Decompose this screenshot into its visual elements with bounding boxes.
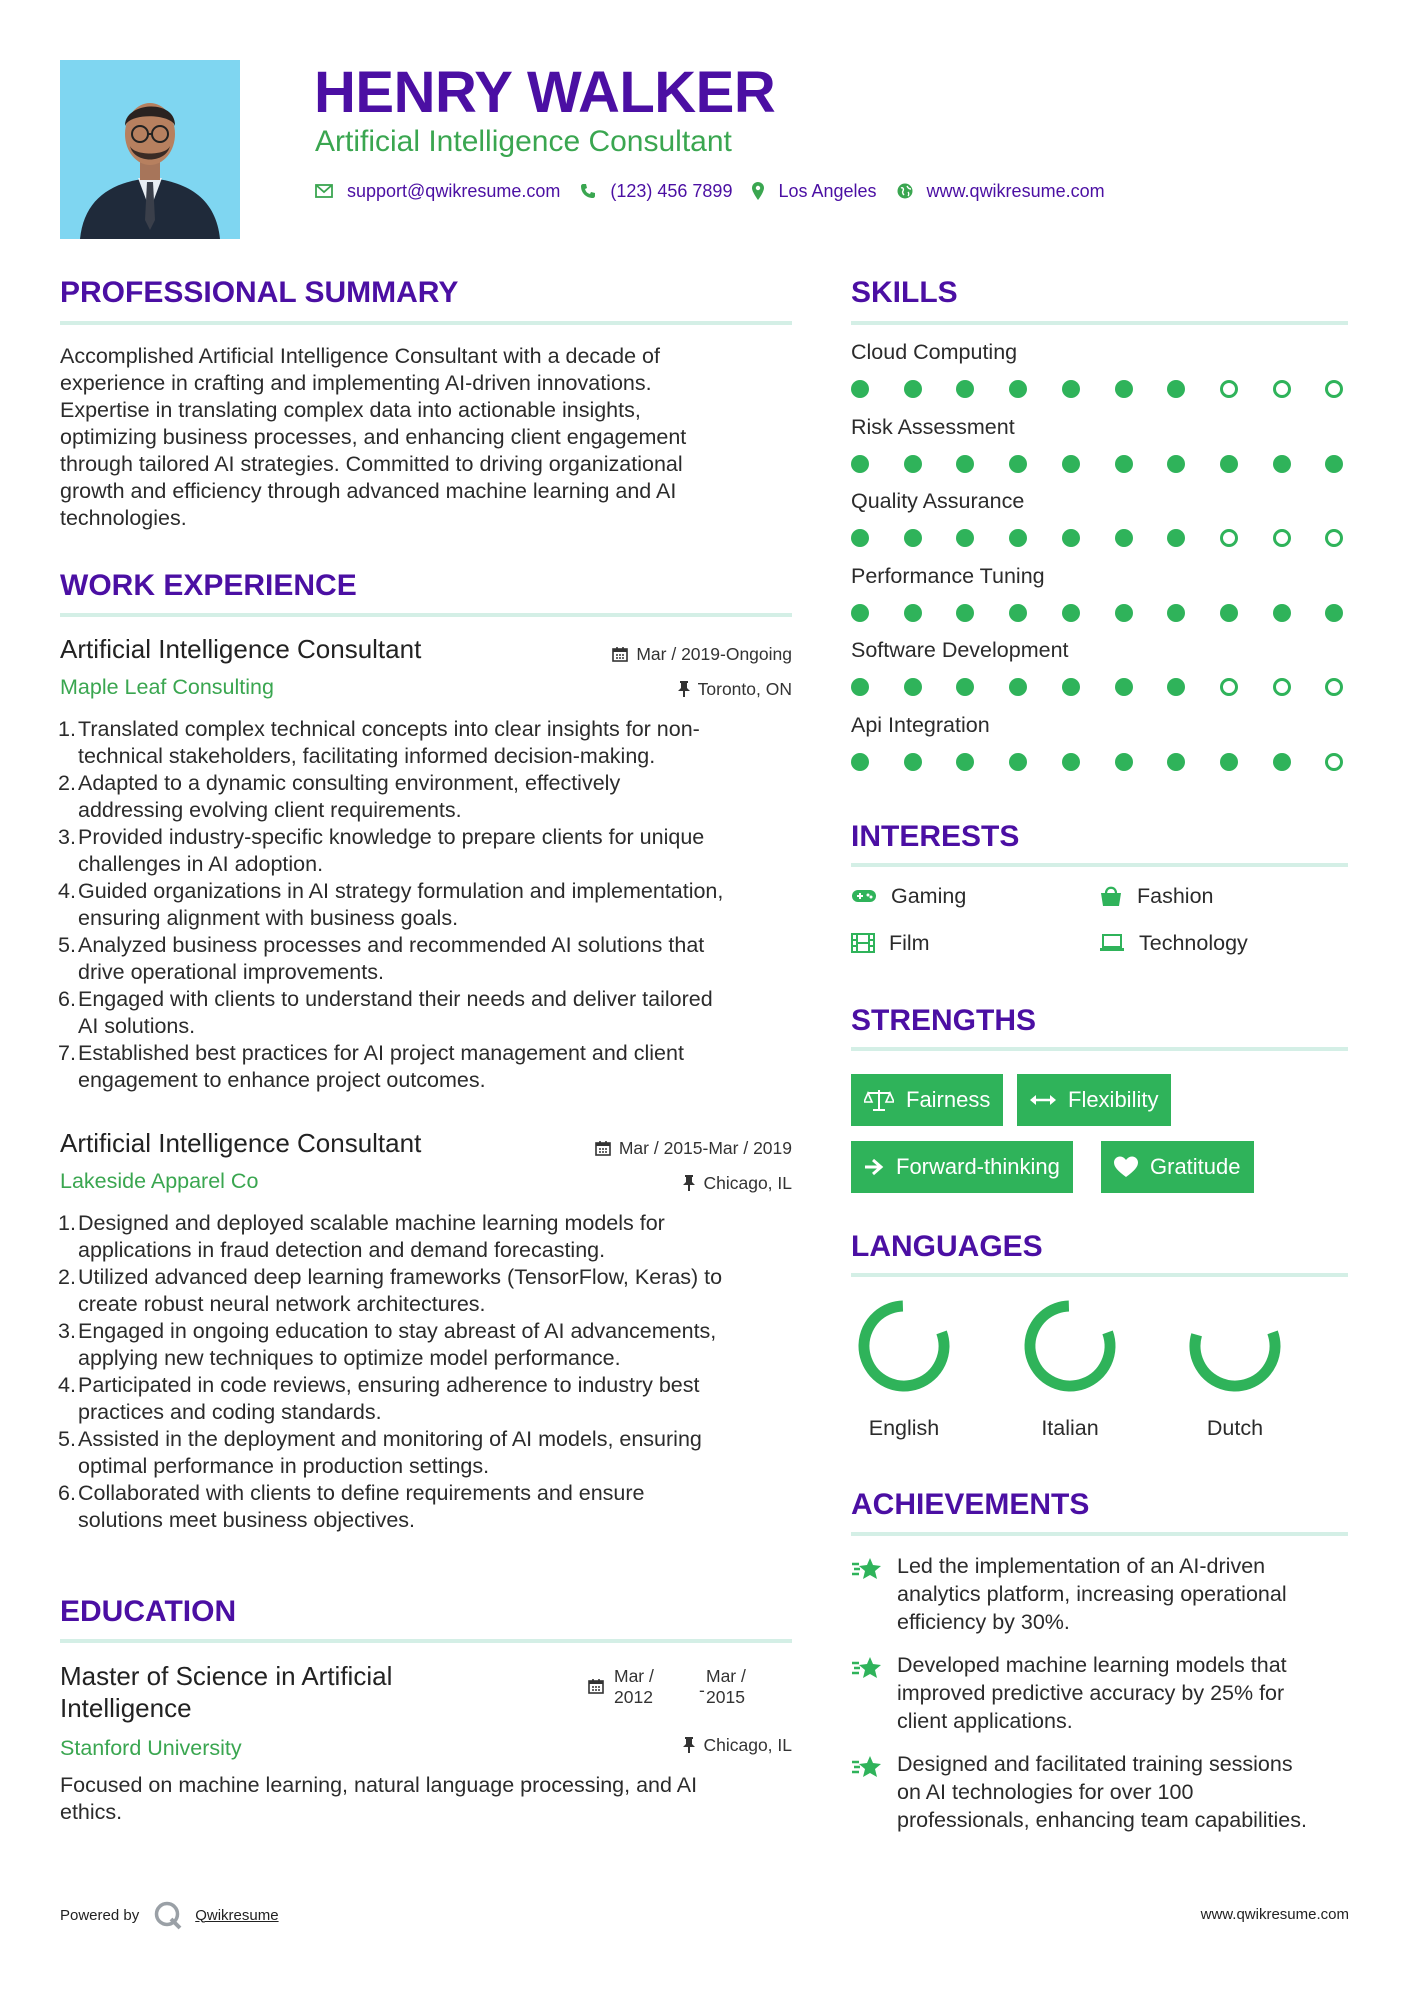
- company-name: Maple Leaf Consulting: [60, 675, 274, 699]
- rating-dot-filled: [1115, 455, 1133, 473]
- award-star-icon: [851, 1556, 883, 1584]
- company-name: Lakeside Apparel Co: [60, 1169, 259, 1193]
- rating-dot-filled: [851, 753, 869, 771]
- rating-dot-filled: [904, 604, 922, 622]
- skills-divider: [851, 321, 1348, 325]
- strengths-divider: [851, 1047, 1348, 1051]
- skill-rating: [851, 455, 1351, 475]
- job-date: Mar / 2015-Mar / 2019: [500, 1137, 792, 1159]
- language-name: Dutch: [1206, 1416, 1264, 1440]
- interests-divider: [851, 863, 1348, 867]
- list-item: Established best practices for AI project management and client engagement to enhance project outcomes.: [78, 1041, 684, 1092]
- list-item: Participated in code reviews, ensuring adherence to industry best practices and coding standards.: [78, 1373, 700, 1424]
- calendar-icon: [612, 646, 628, 662]
- job-location: Chicago, IL: [500, 1172, 792, 1194]
- rating-dot-filled: [1273, 753, 1291, 771]
- rating-dot-filled: [1167, 678, 1185, 696]
- rating-dot-filled: [1062, 678, 1080, 696]
- rating-dot-empty: [1325, 529, 1343, 547]
- footer-site[interactable]: www.qwikresume.com: [1200, 1906, 1349, 1923]
- strength-badge: Forward-thinking: [851, 1141, 1073, 1193]
- education-heading: EDUCATION: [60, 1595, 237, 1628]
- pushpin-icon: [678, 681, 690, 697]
- achievements-divider: [851, 1532, 1348, 1536]
- skills-heading: SKILLS: [851, 276, 958, 309]
- shopping-bag-icon: [1099, 885, 1123, 907]
- job-responsibilities: [60, 1210, 800, 1534]
- achievement-item: Designed and facilitated training sessions on AI technologies for over 100 professionals, enhancing team capabilities.: [851, 1750, 1307, 1834]
- achievements-heading: ACHIEVEMENTS: [851, 1488, 1090, 1521]
- rating-dot-filled: [1009, 678, 1027, 696]
- contact-phone[interactable]: [580, 181, 732, 202]
- summary-heading: PROFESSIONAL SUMMARY: [60, 276, 459, 309]
- language-proficiency-ring: [1188, 1299, 1282, 1393]
- rating-dot-filled: [1115, 678, 1133, 696]
- skill-rating: [851, 753, 1351, 773]
- rating-dot-filled: [1115, 604, 1133, 622]
- education-end: Mar / 2015: [706, 1666, 746, 1707]
- rating-dot-filled: [1009, 753, 1027, 771]
- list-item: Adapted to a dynamic consulting environment, effectively addressing evolving client requirements.: [78, 771, 621, 822]
- rating-dot-filled: [851, 380, 869, 398]
- candidate-title: Artificial Intelligence Consultant: [315, 125, 732, 158]
- arrow-right-icon: [864, 1158, 884, 1176]
- list-item: Engaged with clients to understand their needs and deliver tailored AI solutions.: [78, 987, 713, 1038]
- skill-rating: [851, 604, 1351, 624]
- arrows-horizontal-icon: [1030, 1093, 1056, 1107]
- school-name: Stanford University: [60, 1736, 242, 1760]
- rating-dot-filled: [956, 604, 974, 622]
- location-text: Los Angeles: [778, 180, 877, 201]
- qwikresume-link[interactable]: Qwikresume: [195, 1906, 279, 1924]
- envelope-icon: [315, 184, 333, 198]
- rating-dot-empty: [1220, 529, 1238, 547]
- rating-dot-filled: [851, 529, 869, 547]
- summary-text: Accomplished Artificial Intelligence Consultant with a decade of experience in crafting and implementing AI-driven innovations. Expertise in translating complex data into actionable insights, optimizing business processes, and enhancing client engagement through tailored AI strategies. Committed to driving organizational growth and efficiency through advanced machine learning and AI technologies.: [60, 344, 687, 530]
- interests-heading: INTERESTS: [851, 820, 1020, 853]
- rating-dot-filled: [1062, 455, 1080, 473]
- rating-dot-filled: [1167, 604, 1185, 622]
- phone-icon: [580, 183, 596, 199]
- rating-dot-filled: [1220, 455, 1238, 473]
- map-pin-icon: [752, 182, 764, 200]
- balance-scale-icon: [864, 1088, 894, 1112]
- rating-dot-filled: [1115, 529, 1133, 547]
- profile-photo: [60, 60, 240, 239]
- achievement-item: Led the implementation of an AI-driven analytics platform, increasing operational efficiency by 30%.: [851, 1552, 1287, 1636]
- qwikresume-logo-icon: [153, 1900, 183, 1930]
- rating-dot-filled: [1062, 604, 1080, 622]
- list-item: Assisted in the deployment and monitoring of AI models, ensuring optimal performance in production settings.: [78, 1427, 702, 1478]
- rating-dot-filled: [1009, 604, 1027, 622]
- rating-dot-filled: [904, 529, 922, 547]
- skill-name: Cloud Computing: [851, 340, 1018, 364]
- rating-dot-filled: [1273, 604, 1291, 622]
- language-name: English: [868, 1416, 940, 1440]
- interest-fashion: Fashion: [1099, 882, 1214, 910]
- footer-powered-by: Powered by Qwikresume: [60, 1900, 279, 1930]
- language-name: Italian: [1041, 1416, 1099, 1440]
- rating-dot-filled: [956, 753, 974, 771]
- interest-gaming: Gaming: [851, 882, 966, 910]
- gamepad-icon: [851, 888, 877, 904]
- award-star-icon: [851, 1754, 883, 1782]
- pushpin-icon: [683, 1175, 695, 1191]
- rating-dot-filled: [1325, 604, 1343, 622]
- list-item: Designed and deployed scalable machine learning models for applications in fraud detection and demand forecasting.: [78, 1211, 665, 1262]
- education-location: Chicago, IL: [500, 1734, 792, 1756]
- date-separator: -: [699, 1680, 705, 1700]
- contact-bar: [315, 179, 1125, 203]
- job-responsibilities: [60, 716, 800, 1094]
- list-item: Engaged in ongoing education to stay abreast of AI advancements, applying new techniques to optimize model performance.: [78, 1319, 717, 1370]
- rating-dot-empty: [1220, 678, 1238, 696]
- skill-name: Quality Assurance: [851, 489, 1025, 513]
- skill-rating: [851, 380, 1351, 400]
- calendar-icon: [588, 1678, 604, 1694]
- language-proficiency-ring: [1023, 1299, 1117, 1393]
- list-item: Analyzed business processes and recommended AI solutions that drive operational improvements.: [78, 933, 705, 984]
- list-item: Collaborated with clients to define requirements and ensure solutions meet business objectives.: [78, 1481, 645, 1532]
- rating-dot-filled: [1167, 455, 1185, 473]
- degree-title: Master of Science in Artificial Intelligence: [60, 1661, 393, 1723]
- rating-dot-filled: [851, 455, 869, 473]
- education-description: Focused on machine learning, natural language processing, and AI ethics.: [60, 1773, 698, 1824]
- rating-dot-filled: [1167, 753, 1185, 771]
- calendar-icon: [595, 1140, 611, 1156]
- rating-dot-empty: [1325, 380, 1343, 398]
- rating-dot-filled: [1009, 380, 1027, 398]
- education-divider: [60, 1639, 792, 1643]
- website-text: www.qwikresume.com: [926, 180, 1105, 201]
- rating-dot-filled: [1062, 529, 1080, 547]
- strengths-heading: STRENGTHS: [851, 1004, 1037, 1037]
- pushpin-icon: [683, 1737, 695, 1753]
- interest-technology: Technology: [1099, 929, 1248, 957]
- education-start: Mar / 2012: [614, 1666, 654, 1707]
- summary-divider: [60, 321, 792, 325]
- work-heading: WORK EXPERIENCE: [60, 569, 357, 602]
- rating-dot-filled: [956, 380, 974, 398]
- list-item: Provided industry-specific knowledge to prepare clients for unique challenges in AI adoption.: [78, 825, 705, 876]
- rating-dot-filled: [956, 678, 974, 696]
- rating-dot-filled: [851, 604, 869, 622]
- skill-rating: [851, 678, 1351, 698]
- rating-dot-filled: [851, 678, 869, 696]
- skill-name: Performance Tuning: [851, 563, 1045, 588]
- rating-dot-empty: [1273, 380, 1291, 398]
- interest-film: Film: [851, 929, 930, 957]
- rating-dot-filled: [1220, 604, 1238, 622]
- list-item: Translated complex technical concepts into clear insights for non- technical stakeholders, facilitating informed decision-making.: [78, 717, 700, 768]
- strength-badge: Flexibility: [1017, 1074, 1171, 1126]
- rating-dot-filled: [1009, 529, 1027, 547]
- languages-divider: [851, 1273, 1348, 1277]
- skill-rating: [851, 529, 1351, 549]
- achievement-item: Developed machine learning models that improved predictive accuracy by 25% for client applications.: [851, 1651, 1287, 1735]
- skill-name: Api Integration: [851, 712, 990, 737]
- rating-dot-filled: [904, 753, 922, 771]
- rating-dot-filled: [1009, 455, 1027, 473]
- phone-text: (123) 456 7899: [610, 180, 733, 201]
- rating-dot-empty: [1325, 678, 1343, 696]
- list-item: Utilized advanced deep learning frameworks (TensorFlow, Keras) to create robust neural network architectures.: [78, 1265, 723, 1316]
- rating-dot-filled: [956, 455, 974, 473]
- award-star-icon: [851, 1655, 883, 1683]
- rating-dot-filled: [1062, 753, 1080, 771]
- list-item: Guided organizations in AI strategy formulation and implementation, ensuring alignment with business goals.: [78, 879, 724, 930]
- rating-dot-filled: [904, 455, 922, 473]
- rating-dot-filled: [1325, 455, 1343, 473]
- candidate-name: HENRY WALKER: [314, 60, 776, 125]
- rating-dot-filled: [904, 380, 922, 398]
- job-date: Mar / 2019-Ongoing: [500, 643, 792, 665]
- skill-name: Risk Assessment: [851, 414, 1015, 439]
- strength-badge: Gratitude: [1101, 1141, 1254, 1193]
- skill-name: Software Development: [851, 638, 1069, 662]
- rating-dot-empty: [1325, 753, 1343, 771]
- job-title: Artificial Intelligence Consultant: [60, 634, 422, 664]
- education-dates: [588, 1666, 798, 1712]
- job-location: Toronto, ON: [500, 678, 792, 700]
- rating-dot-filled: [1273, 455, 1291, 473]
- film-icon: [851, 933, 875, 953]
- contact-location: [752, 181, 876, 202]
- work-divider: [60, 613, 792, 617]
- rating-dot-filled: [956, 529, 974, 547]
- rating-dot-filled: [1167, 380, 1185, 398]
- globe-icon: [897, 183, 913, 199]
- rating-dot-empty: [1273, 678, 1291, 696]
- rating-dot-filled: [1115, 380, 1133, 398]
- rating-dot-filled: [904, 678, 922, 696]
- email-text: support@qwikresume.com: [347, 180, 561, 201]
- laptop-icon: [1099, 934, 1125, 952]
- rating-dot-empty: [1220, 380, 1238, 398]
- rating-dot-filled: [1167, 529, 1185, 547]
- contact-website[interactable]: [897, 181, 1105, 202]
- rating-dot-filled: [1115, 753, 1133, 771]
- rating-dot-empty: [1273, 529, 1291, 547]
- heart-icon: [1114, 1156, 1138, 1178]
- rating-dot-filled: [1062, 380, 1080, 398]
- language-proficiency-ring: [857, 1299, 951, 1393]
- job-title: Artificial Intelligence Consultant: [60, 1128, 422, 1158]
- contact-email[interactable]: [315, 181, 560, 202]
- languages-heading: LANGUAGES: [851, 1230, 1043, 1263]
- strength-badge: Fairness: [851, 1074, 1003, 1126]
- rating-dot-filled: [1220, 753, 1238, 771]
